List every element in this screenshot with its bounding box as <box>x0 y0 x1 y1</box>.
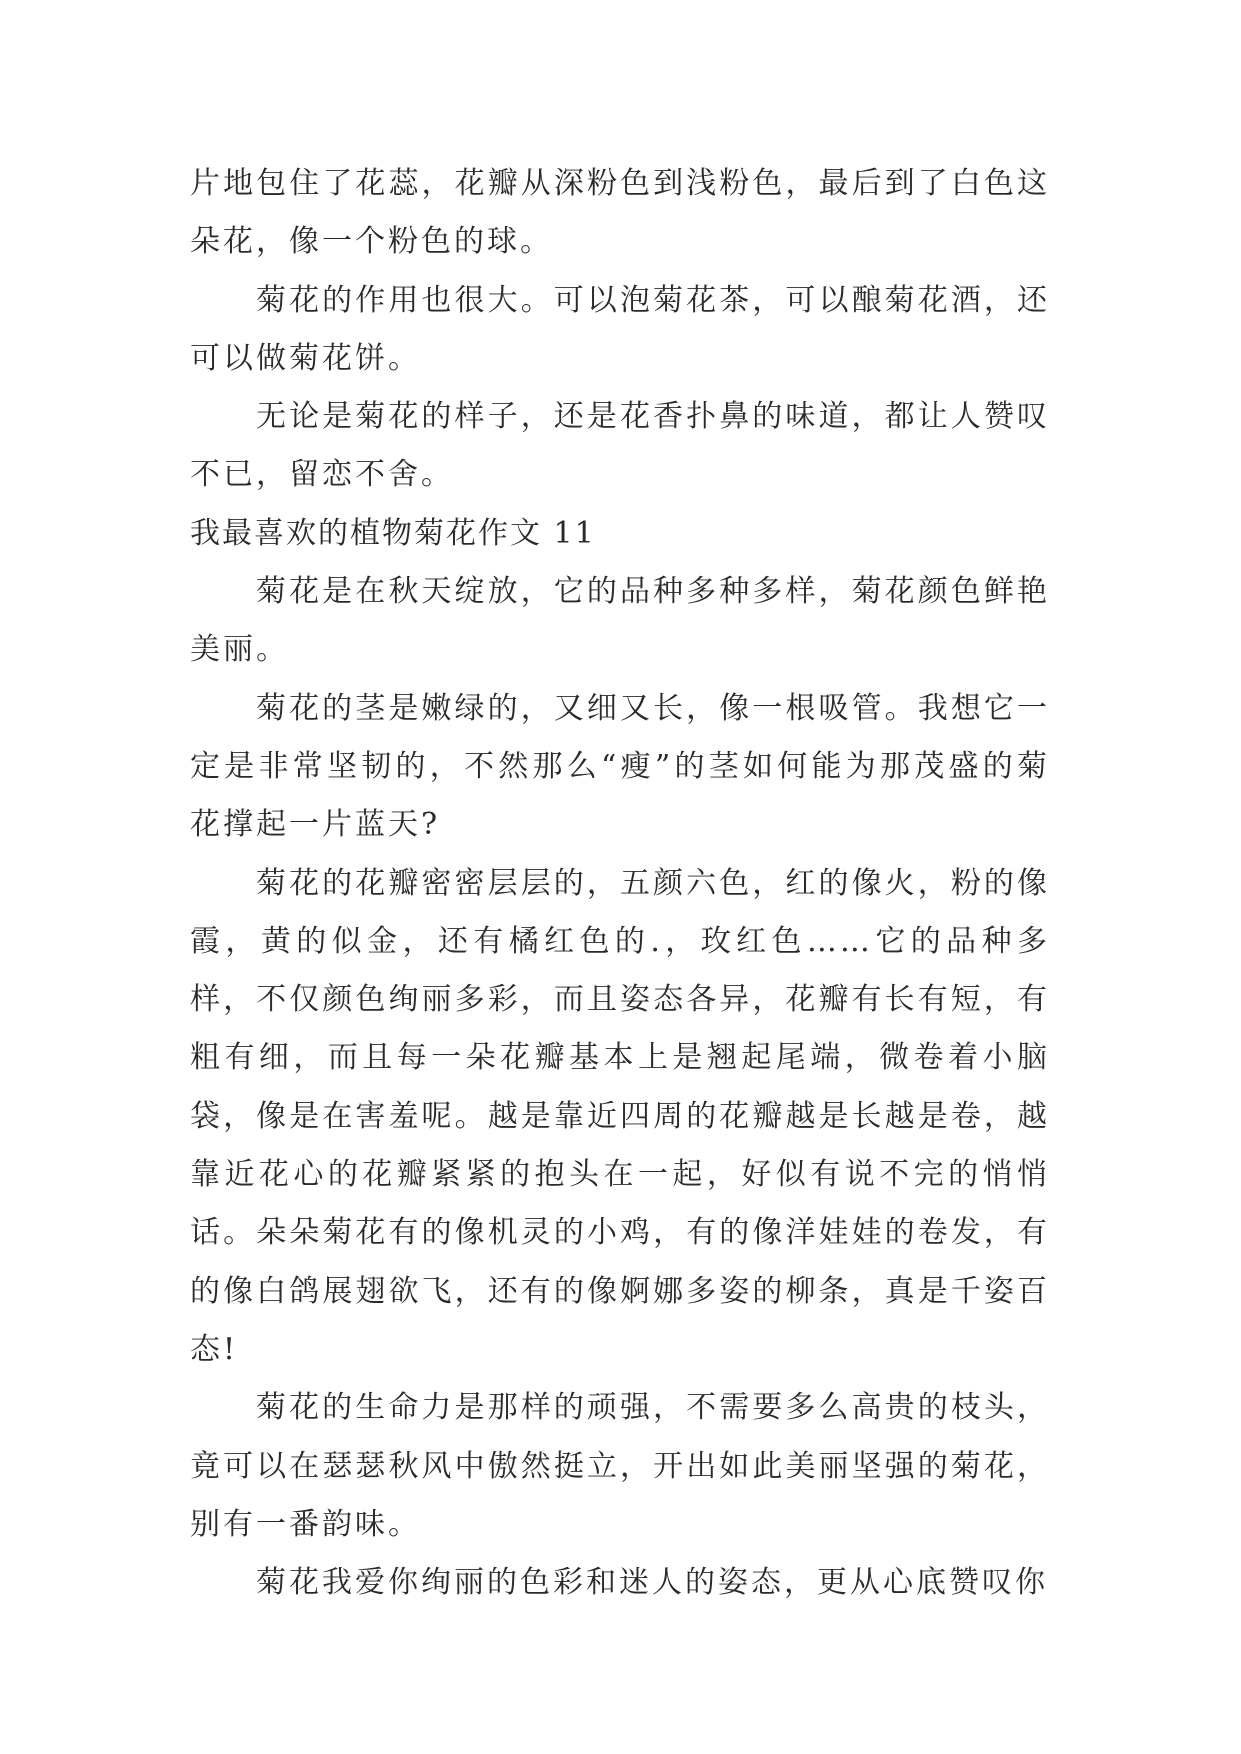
paragraph: 菊花的作用也很大。可以泡菊花茶，可以酿菊花酒，还可以做菊花饼。 <box>190 282 1050 376</box>
paragraph: 片地包住了花蕊，花瓣从深粉色到浅粉色，最后到了白色这朵花，像一个粉色的球。 <box>190 166 1050 260</box>
paragraph: 菊花的花瓣密密层层的，五颜六色，红的像火，粉的像霞，黄的似金，还有橘红色的.，玫红色……它的品种多样，不仅颜色绚丽多彩，而且姿态各异，花瓣有长有短，有粗有细，而且每一朵花瓣基本上是翘起尾端，微卷着小脑袋，像是在害羞呢。越是靠近四周的花瓣越是长越是卷，越靠近花心的花瓣紧紧的抱头在一起，好似有说不完的悄悄话。朵朵菊花有的像机灵的小鸡，有的像洋娃娃的卷发，有的像白鸽展翅欲飞，还有的像婀娜多姿的柳条，真是千姿百态! <box>190 865 1050 1367</box>
document-body <box>190 155 1050 1612</box>
paragraph: 菊花我爱你绚丽的色彩和迷人的姿态，更从心底赞叹你 <box>256 1565 1048 1601</box>
section-title: 我最喜欢的植物菊花作文 11 <box>190 515 596 551</box>
paragraph: 菊花的生命力是那样的顽强，不需要多么高贵的枝头，竟可以在瑟瑟秋风中傲然挺立，开出如此美丽坚强的菊花，别有一番韵味。 <box>190 1390 1050 1542</box>
paragraph: 菊花的茎是嫩绿的，又细又长，像一根吸管。我想它一定是非常坚韧的，不然那么“瘦”的茎如何能为那茂盛的菊花撑起一片蓝天? <box>190 690 1050 843</box>
paragraph: 菊花是在秋天绽放，它的品种多种多样，菊花颜色鲜艳美丽。 <box>190 574 1050 668</box>
paragraph: 无论是菊花的样子，还是花香扑鼻的味道，都让人赞叹不已，留恋不舍。 <box>190 399 1050 493</box>
